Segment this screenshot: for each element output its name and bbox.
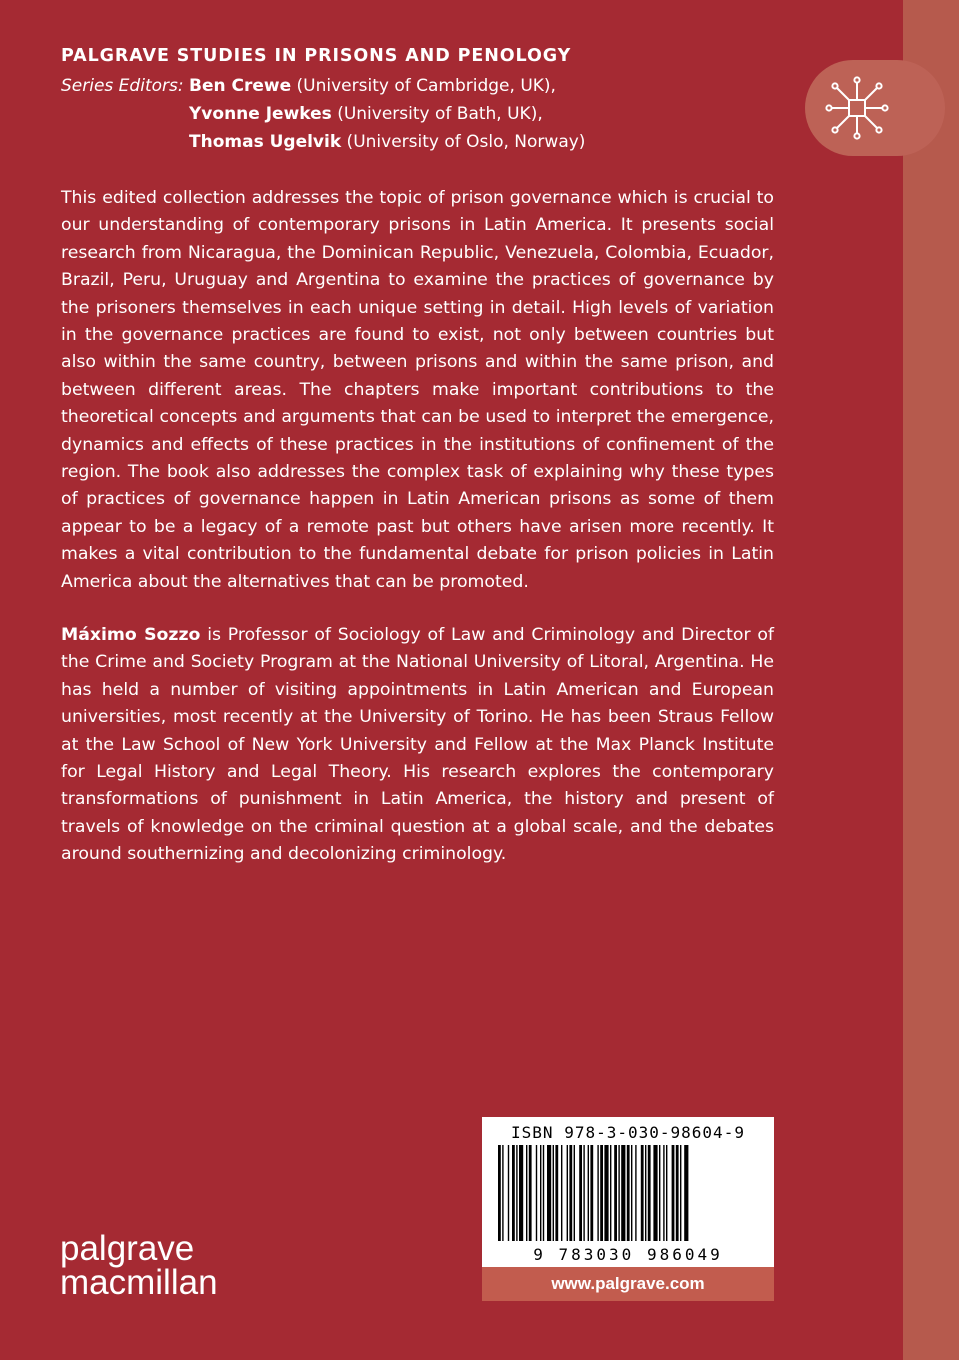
series-editors xyxy=(61,72,585,156)
editor-name: Thomas Ugelvik xyxy=(189,132,342,152)
editor-row xyxy=(61,72,585,100)
isbn-label: ISBN 978-3-030-98604-9 xyxy=(511,1123,745,1142)
editor-affiliation: (University of Oslo, Norway) xyxy=(341,132,586,152)
publisher-name-line1: palgrave xyxy=(60,1229,195,1268)
publisher-logo xyxy=(60,1229,218,1302)
editor-row xyxy=(61,100,585,128)
barcode-bars xyxy=(496,1145,760,1243)
book-spine-edge xyxy=(903,0,959,1360)
isbn-barcode xyxy=(482,1117,774,1267)
editor-name: Yvonne Jewkes xyxy=(189,104,332,124)
editor-row xyxy=(61,128,585,156)
publisher-name-line2: macmillan xyxy=(60,1263,218,1302)
author-bio xyxy=(61,622,774,869)
website-url: www.palgrave.com xyxy=(482,1267,774,1301)
author-name: Máximo Sozzo xyxy=(61,625,201,645)
editors-label: Series Editors: xyxy=(61,76,184,96)
editor-affiliation: (University of Bath, UK), xyxy=(331,104,543,124)
barcode-number: 9 783030 986049 xyxy=(533,1245,723,1264)
series-title: PALGRAVE STUDIES IN PRISONS AND PENOLOGY xyxy=(61,46,572,66)
author-bio-text: is Professor of Sociology of Law and Criminology and Director of the Crime and Society Program at the National University of Litoral, Argentina. He has held a number of visiting appointments in Latin American and European universities, most recently at the University of Torino. He has been Straus Fellow at the Law School of New York University and Fellow at the Max Planck Institute for Legal History and Legal Theory. His research explores the contemporary transformations of punishment in Latin America, the history and present of travels of knowledge on the criminal question at a global scale, and the debates around southernizing and decolonizing criminology. xyxy=(61,625,774,865)
palgrave-logo-badge xyxy=(805,60,945,156)
book-description: This edited collection addresses the topic of prison governance which is crucial to our understanding of contemporary prisons in Latin America. It presents social research from Nicaragua, the Dominican Republic, Venezuela, Colombia, Ecuador, Brazil, Peru, Uruguay and Argentina to examine the practices of governance by the prisoners themselves in each unique setting in detail. High levels of variation in the governance practices are found to exist, not only between countries but also within the same country, between prisons and within the same prison, and between different areas. The chapters make important contributions to the theoretical concepts and arguments that can be used to interpret the emergence, dynamics and effects of these practices in the institutions of confinement of the region. The book also addresses the complex task of explaining why these types of practices of governance happen in Latin American prisons as some of them appear to be a legacy of a remote past but others have arisen more recently. It makes a vital contribution to the fundamental debate for prison policies in Latin America about the alternatives that can be promoted. xyxy=(61,188,774,592)
palgrave-starburst-icon xyxy=(823,74,891,142)
editor-name: Ben Crewe xyxy=(189,76,292,96)
editor-affiliation: (University of Cambridge, UK), xyxy=(291,76,556,96)
